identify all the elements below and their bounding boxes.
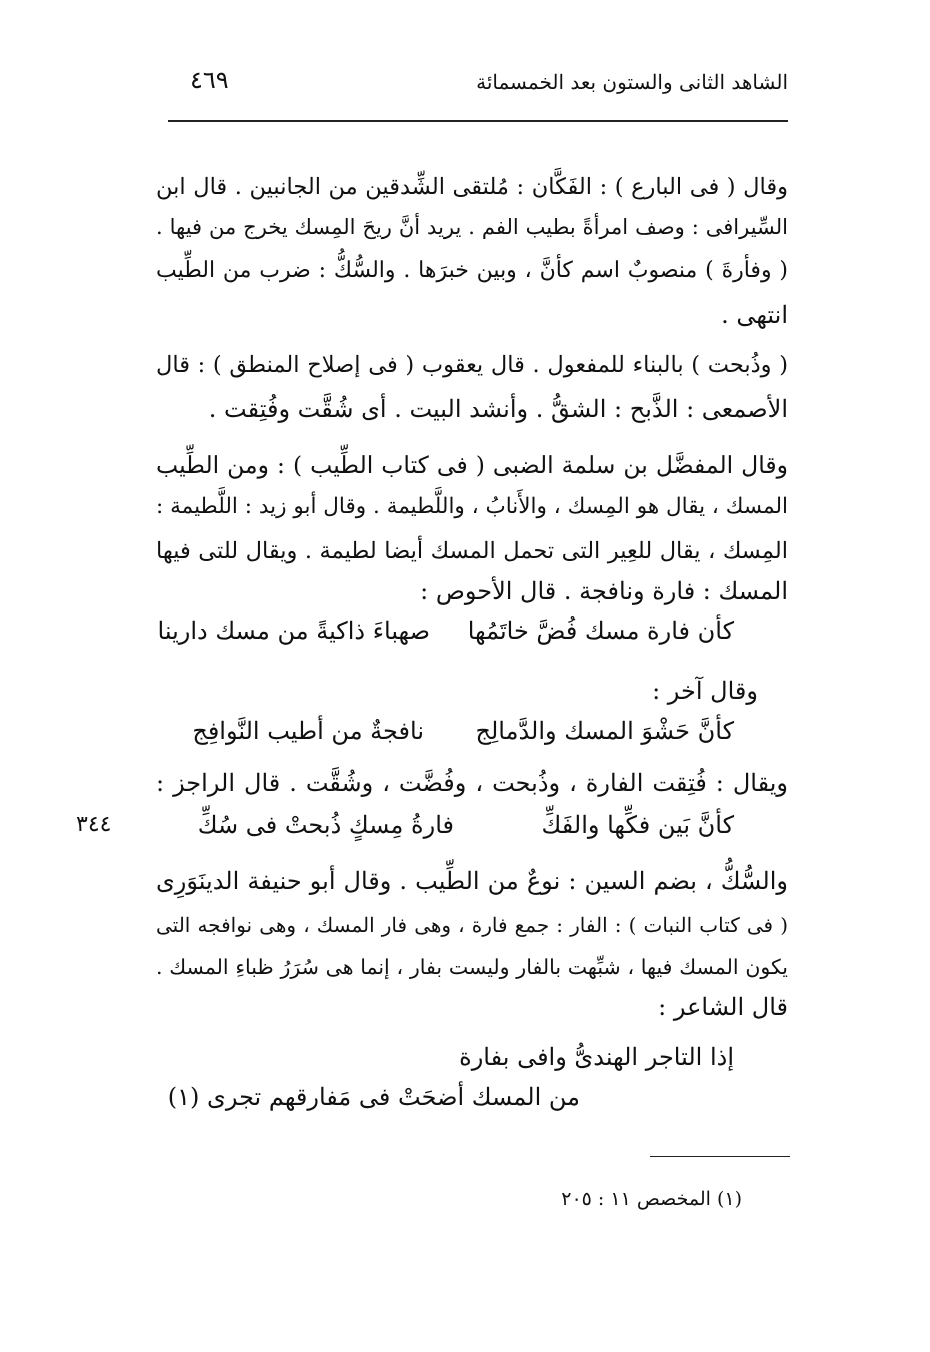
- footnote: (١) المخصص ١١ : ٢٠٥: [561, 1188, 742, 1210]
- body-line: الأصمعى : الذَّبح : الشقُّ . وأنشد البيت . أى شُقَّت وفُتِقت .: [208, 395, 788, 423]
- body-line: المِسك ، يقال للعِير التى تحمل المسك أيضا لطيمة . ويقال للتى فيها: [156, 538, 788, 564]
- body-line: وقال المفضَّل بن سلمة الضبى ( فى كتاب الطِّيب ) : ومن الطِّيب: [156, 451, 788, 479]
- header-rule: [168, 120, 788, 122]
- running-title: الشاهد الثانى والستون بعد الخمسمائة: [476, 70, 788, 94]
- verse-hemistich: صهباءَ ذاكيةً من مسك دارينا: [157, 617, 430, 645]
- body-line: قال الشاعر :: [658, 993, 788, 1021]
- body-line: ( وذُبحت ) بالبناء للمفعول . قال يعقوب ( فى إصلاح المنطق ) : قال: [156, 352, 788, 378]
- verse-hemistich: كأنَّ بَين فكِّها والفَكِّ: [541, 811, 734, 839]
- body-line: ( فى كتاب النبات ) : الفار : جمع فارة ، وهى فار المسك ، وهى نوافجه التى: [156, 913, 788, 937]
- body-line: ( وفأرةَ ) منصوبٌ اسم كأنَّ ، وبين خبرَها . والسُّكُّ : ضرب من الطِّيب: [156, 258, 788, 283]
- verse-hemistich: كأن فارة مسك فُضَّ خاتَمُها: [467, 617, 734, 645]
- body-line: المسك : فارة ونافجة . قال الأحوص :: [420, 577, 788, 605]
- body-line: المسك ، يقال هو المِسك ، والأَنابُ ، واللَّطيمة . وقال أبو زيد : اللَّطيمة :: [156, 494, 788, 519]
- body-line: وقال آخر :: [652, 677, 758, 705]
- body-line: ويقال : فُتِقت الفارة ، وذُبحت ، وفُضَّت ، وشُقَّت . قال الراجز :: [156, 769, 788, 797]
- body-line: انتهى .: [721, 301, 788, 329]
- body-line: والسُّكُّ ، بضم السين : نوعٌ من الطِّيب . وقال أبو حنيفة الدينَوَرِى: [156, 867, 788, 895]
- verse-hemistich: نافجةٌ من أطيب النَّوافِج: [192, 717, 424, 745]
- margin-number: ٣٤٤: [76, 812, 112, 837]
- verse-hemistich: كأنَّ حَشْوَ المسك والدَّمالِج: [475, 717, 734, 745]
- verse-line: إذا التاجر الهندىُّ وافى بفارة: [459, 1043, 734, 1071]
- body-line: السِّيرافى : وصف امرأةً بطيب الفم . يريد أنَّ ريحَ المِسك يخرج من فيها .: [156, 215, 788, 239]
- page-number: ٤٦٩: [190, 66, 229, 94]
- body-line: وقال ( فى البارع ) : الفَكَّان : مُلتقى الشِّدقين من الجانبين . قال ابن: [156, 174, 788, 200]
- verse-hemistich: فارةُ مِسكٍ ذُبحتْ فى سُكِّ: [197, 811, 454, 839]
- footnote-rule: [650, 1156, 790, 1157]
- verse-line: من المسك أضحَتْ فى مَفارقهم تجرى (١): [167, 1083, 580, 1111]
- body-line: يكون المسك فيها ، شبِّهت بالفار وليست بفار ، إنما هى سُرَرُ ظباءِ المسك .: [156, 955, 788, 979]
